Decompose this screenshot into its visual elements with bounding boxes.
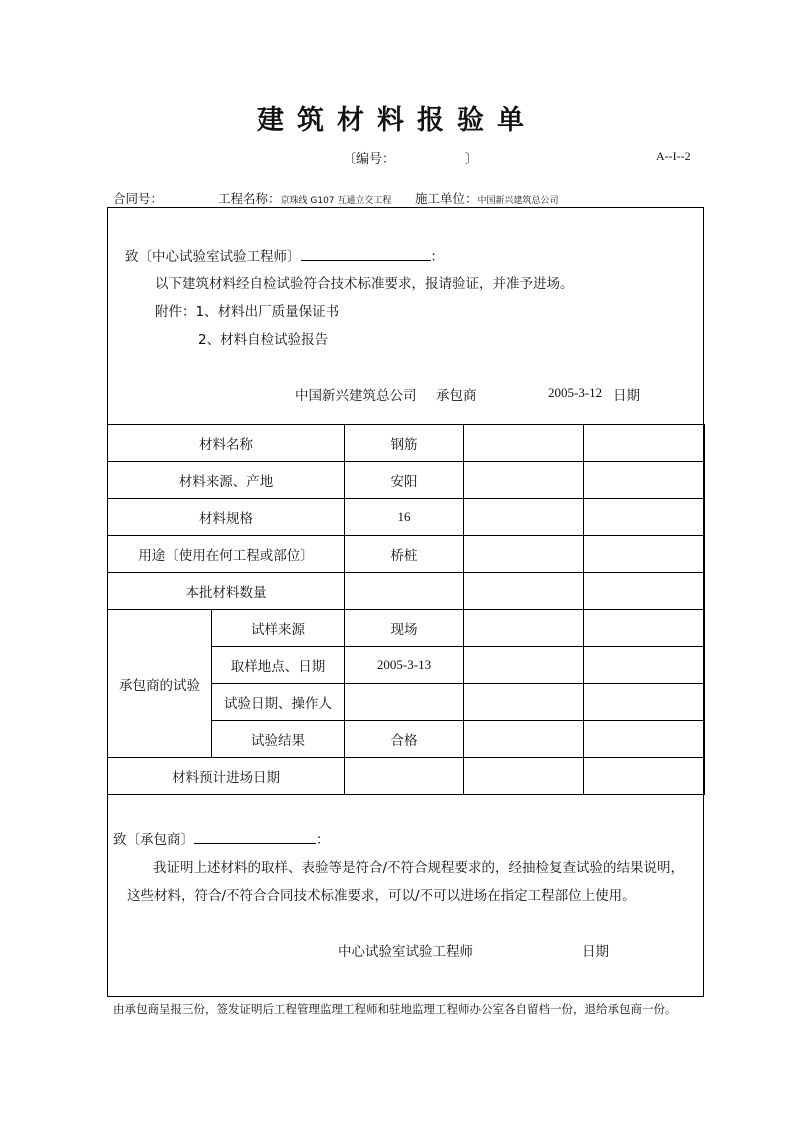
result-label: 试验结果 (212, 721, 345, 758)
sample-place-value: 2005-3-13 (345, 647, 464, 684)
table-row (108, 573, 705, 610)
certify-line-2: 这些材料，符合/不符合合同技术标准要求，可以/不可以进场在指定工程部位上使用。 (127, 888, 636, 904)
sample-source-value: 现场 (345, 610, 464, 647)
to-contractor-line (113, 828, 330, 848)
entry-date-value (345, 758, 464, 795)
test-group-label: 承包商的试验 (108, 610, 212, 758)
material-table (107, 424, 705, 795)
attachment-2: 2、材料自检试验报告 (198, 332, 329, 348)
table-row (108, 425, 705, 462)
request-text: 以下建筑材料经自检试验符合技术标准要求，报请验证，并准予进场。 (155, 276, 574, 292)
material-name-value: 钢筋 (345, 425, 464, 462)
project-name-field (218, 189, 391, 207)
result-value: 合格 (345, 721, 464, 758)
usage-value: 桥桩 (345, 536, 464, 573)
empty-cell (464, 721, 584, 758)
empty-cell (464, 684, 584, 721)
lab-engineer-label: 中心试验室试验工程师 (338, 944, 473, 960)
contract-number-label: 合同号： (113, 191, 164, 206)
to-contractor-prefix: 致〔承包商〕 (113, 832, 194, 848)
entry-date-label: 材料预计进场日期 (108, 758, 345, 795)
empty-cell (464, 758, 584, 795)
to-contractor-colon: ： (316, 832, 330, 848)
spec-value: 16 (345, 499, 464, 536)
contractor-company: 中国新兴建筑总公司 (295, 388, 417, 404)
table-row (108, 758, 705, 795)
sample-place-label: 取样地点、日期 (212, 647, 345, 684)
test-date-value (345, 684, 464, 721)
quantity-value (345, 573, 464, 610)
empty-cell (584, 684, 705, 721)
serial-number-field (343, 148, 478, 167)
material-name-label: 材料名称 (108, 425, 345, 462)
empty-cell (584, 573, 705, 610)
empty-cell (584, 610, 705, 647)
empty-cell (584, 499, 705, 536)
serial-number-close: 〕 (465, 152, 479, 167)
source-value: 安阳 (345, 462, 464, 499)
empty-cell (584, 721, 705, 758)
to-engineer-line (125, 245, 444, 265)
table-row (108, 462, 705, 499)
lab-date-label: 日期 (582, 944, 609, 960)
table-row (108, 610, 705, 647)
engineer-name-blank (301, 246, 431, 261)
empty-cell (584, 758, 705, 795)
to-engineer-colon: ： (430, 249, 444, 265)
empty-cell (584, 647, 705, 684)
builder-label: 施工单位： (415, 191, 478, 206)
footer-note: 由承包商呈报三份，签发证明后工程管理监理工程师和驻地监理工程师办公室各自留档一份，退给承包商一份。 (113, 1002, 677, 1016)
empty-cell (464, 425, 584, 462)
form-code: A--I--2 (656, 149, 691, 163)
contractor-label: 承包商 (436, 388, 477, 404)
builder-field (415, 189, 559, 207)
contractor-name-blank (194, 829, 316, 844)
empty-cell (464, 610, 584, 647)
submit-date: 2005-3-12 (548, 385, 603, 400)
empty-cell (584, 425, 705, 462)
serial-number-label: 〔编号： (343, 152, 396, 167)
table-row (108, 536, 705, 573)
test-date-label: 试验日期、操作人 (212, 684, 345, 721)
project-name-value: 京珠线 G107 互通立交工程 (280, 196, 392, 206)
sample-source-label: 试样来源 (212, 610, 345, 647)
to-engineer-prefix: 致〔中心试验室试验工程师〕 (125, 249, 301, 265)
form-title: 建筑材料报验单 (257, 105, 537, 136)
certify-line-1: 我证明上述材料的取样、表验等是符合/不符合规程要求的，经抽检复查试验的结果说明， (153, 860, 685, 876)
empty-cell (464, 573, 584, 610)
empty-cell (584, 536, 705, 573)
project-name-label: 工程名称： (218, 191, 281, 206)
spec-label: 材料规格 (108, 499, 345, 536)
empty-cell (464, 499, 584, 536)
builder-value: 中国新兴建筑总公司 (477, 196, 559, 206)
table-row (108, 499, 705, 536)
usage-label: 用途〔使用在何工程或部位〕 (108, 536, 345, 573)
submit-date-label: 日期 (613, 388, 640, 404)
quantity-label: 本批材料数量 (108, 573, 345, 610)
attachment-1: 附件：1、材料出厂质量保证书 (155, 304, 340, 320)
source-label: 材料来源、产地 (108, 462, 345, 499)
empty-cell (464, 647, 584, 684)
empty-cell (464, 536, 584, 573)
empty-cell (464, 462, 584, 499)
empty-cell (584, 462, 705, 499)
